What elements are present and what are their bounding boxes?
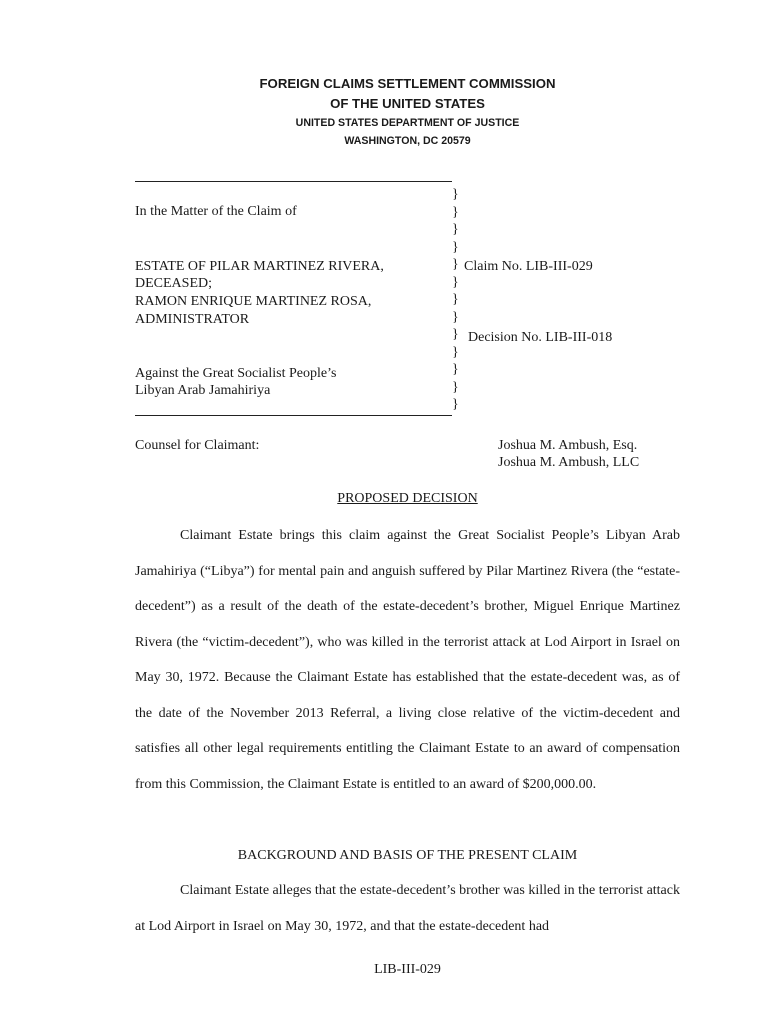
brace: } bbox=[452, 222, 459, 237]
department-name: UNITED STATES DEPARTMENT OF JUSTICE bbox=[295, 117, 520, 129]
claimant-name: ESTATE OF PILAR MARTINEZ RIVERA, bbox=[135, 259, 384, 274]
counsel-label: Counsel for Claimant: bbox=[135, 438, 260, 453]
claimant-status: DECEASED; bbox=[135, 276, 212, 291]
administrator-title: ADMINISTRATOR bbox=[135, 312, 250, 327]
caption-brace-column bbox=[452, 186, 464, 414]
commission-name: FOREIGN CLAIMS SETTLEMENT COMMISSION bbox=[259, 76, 556, 91]
claim-number: Claim No. LIB-III-029 bbox=[464, 259, 593, 274]
caption-bottom-rule bbox=[135, 415, 452, 416]
brace: } bbox=[452, 379, 459, 395]
commission-country: OF THE UNITED STATES bbox=[330, 96, 485, 111]
brace: } bbox=[452, 204, 459, 220]
department-address: WASHINGTON, DC 20579 bbox=[344, 135, 471, 147]
decision-number: Decision No. LIB-III-018 bbox=[468, 330, 613, 345]
respondent-line-2: Libyan Arab Jamahiriya bbox=[135, 383, 271, 398]
brace: } bbox=[452, 397, 459, 412]
page-footer: LIB-III-029 bbox=[374, 962, 441, 977]
brace: } bbox=[452, 327, 459, 342]
brace: } bbox=[452, 344, 459, 360]
brace: } bbox=[452, 309, 459, 325]
counsel-firm: Joshua M. Ambush, LLC bbox=[498, 455, 640, 470]
decision-title: PROPOSED DECISION bbox=[337, 491, 478, 506]
brace: } bbox=[452, 362, 459, 377]
matter-label: In the Matter of the Claim of bbox=[135, 204, 297, 219]
counsel-name: Joshua M. Ambush, Esq. bbox=[498, 438, 638, 453]
brace: } bbox=[452, 257, 459, 272]
respondent-line-1: Against the Great Socialist People’s bbox=[135, 366, 337, 381]
body-paragraph-2: Claimant Estate alleges that the estate-decedent’s brother was killed in the terrorist attack at Lod Airport in Israel on May 30, 1972, and that the estate-decedent had bbox=[135, 883, 680, 934]
caption-top-rule bbox=[135, 181, 452, 182]
brace: } bbox=[452, 274, 459, 290]
section-heading: BACKGROUND AND BASIS OF THE PRESENT CLAIM bbox=[237, 848, 578, 863]
body-paragraph-1: Claimant Estate brings this claim against the Great Socialist People’s Libyan Arab Jamahiriya (“Libya”) for mental pain and anguish suffered by Pilar Martinez Rivera (the “estate-decedent”) as a result of the death of the estate-decedent’s brother, Miguel Enrique Martinez Rivera (the “victim-decedent”), who was killed in the terrorist attack at Lod Airport in Israel on May 30, 1972. Because the Claimant Estate has established that the estate-decedent was, as of the date of the November 2013 Referral, a living close relative of the victim-decedent and satisfies all other legal requirements entitling the Claimant Estate to an award of compensation from this Commission, the Claimant Estate is entitled to an award of $200,000.00. bbox=[135, 528, 680, 792]
brace: } bbox=[452, 187, 459, 202]
brace: } bbox=[452, 239, 459, 255]
administrator-name: RAMON ENRIQUE MARTINEZ ROSA, bbox=[135, 294, 372, 309]
brace: } bbox=[452, 292, 459, 307]
